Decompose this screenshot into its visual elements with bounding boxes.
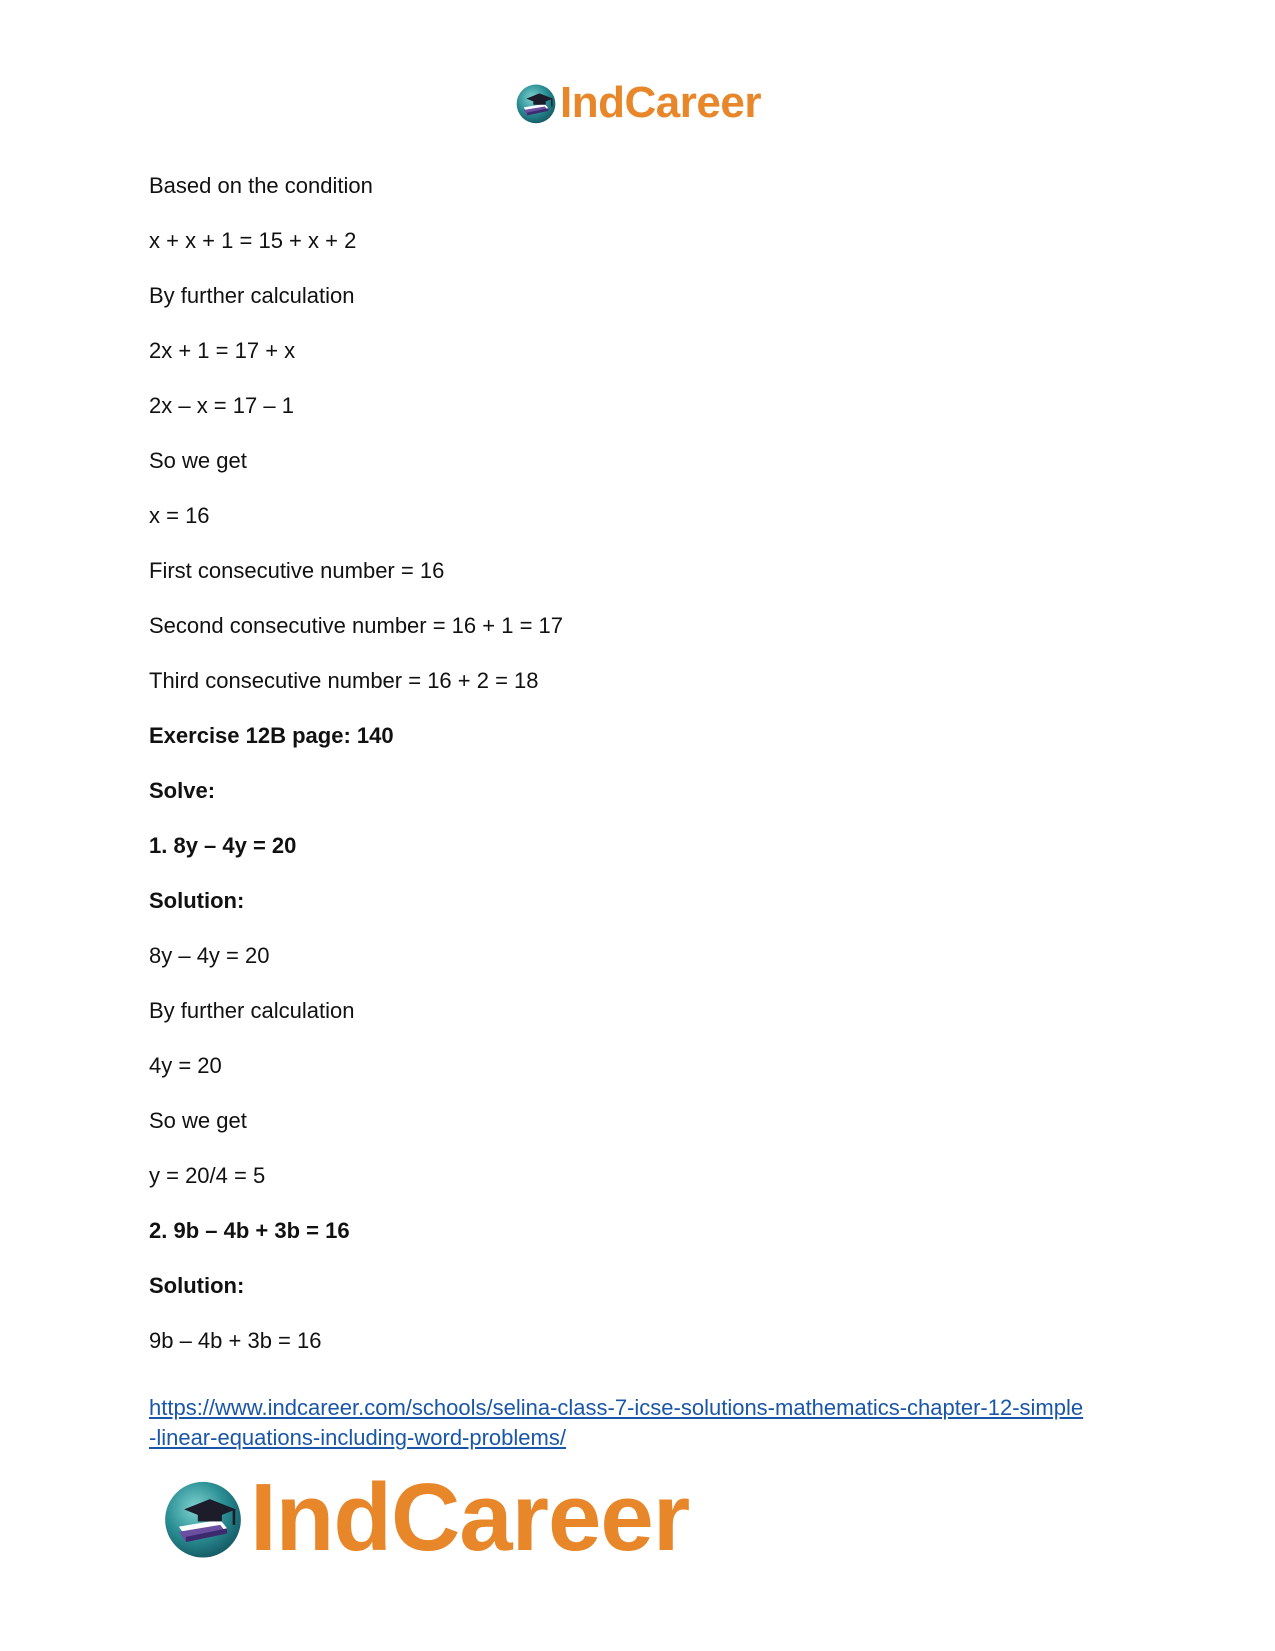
indcareer-logo: [514, 78, 761, 128]
brand-name: IndCareer: [560, 78, 761, 127]
graduation-cap-book-icon: [514, 81, 558, 125]
heading-line: 1. 8y – 4y = 20: [149, 833, 297, 858]
source-link-line2[interactable]: -linear-equations-including-word-problems/: [149, 1425, 566, 1450]
source-link[interactable]: [149, 1393, 1149, 1453]
text-line: x + x + 1 = 15 + x + 2: [149, 228, 357, 253]
text-line: y = 20/4 = 5: [149, 1163, 266, 1188]
footer-logo: [160, 1463, 689, 1573]
brand-name-large: IndCareer: [250, 1464, 690, 1571]
text-line: 4y = 20: [149, 1053, 222, 1078]
heading-line: Solution:: [149, 1273, 245, 1298]
text-line: 2x – x = 17 – 1: [149, 393, 294, 418]
text-line: 9b – 4b + 3b = 16: [149, 1328, 322, 1353]
text-line: Third consecutive number = 16 + 2 = 18: [149, 668, 539, 693]
heading-line: Solve:: [149, 778, 216, 803]
heading-line: 2. 9b – 4b + 3b = 16: [149, 1218, 350, 1243]
indcareer-logo-large: [160, 1463, 689, 1573]
text-line: 2x + 1 = 17 + x: [149, 338, 296, 363]
document-body: [149, 172, 1149, 1382]
header-logo: [0, 78, 1275, 128]
heading-line: Exercise 12B page: 140: [149, 723, 394, 748]
text-line: First consecutive number = 16: [149, 558, 445, 583]
text-line: So we get: [149, 448, 247, 473]
text-line: Based on the condition: [149, 173, 373, 198]
graduation-cap-book-icon: [160, 1475, 246, 1561]
text-line: 8y – 4y = 20: [149, 943, 270, 968]
text-line: So we get: [149, 1108, 247, 1133]
text-line: By further calculation: [149, 283, 355, 308]
source-link-line1[interactable]: https://www.indcareer.com/schools/selina-class-7-icse-solutions-mathematics-chapter-12-simple: [149, 1395, 1084, 1420]
text-line: Second consecutive number = 16 + 1 = 17: [149, 613, 564, 638]
text-line: By further calculation: [149, 998, 355, 1023]
heading-line: Solution:: [149, 888, 245, 913]
text-line: x = 16: [149, 503, 210, 528]
